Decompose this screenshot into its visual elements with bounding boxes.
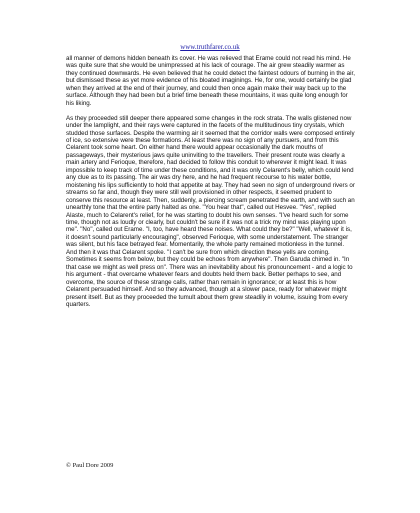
paragraph: As they proceeded still deeper there appeared some changes in the rock strata. The walls glistened now under the lamplight, and their rays were captured in the facets of the multitudinous tiny crystals, which studded those surfaces. Despite the warming air it seemed that the corridor walls were composed entirely of ice, so extensive were these formations. At least there was no sign of any pursuers, and from this Celarent took some heart. On either hand there would appear occasionally the dark mouths of passageways, their mysterious jaws quite uninviting to the travellers. Their present route was clearly a main artery and Ferioque, therefore, had decided to follow this conduit to wherever it might lead. It was impossible to keep track of time under these conditions, and it was only Celarent's belly, which could lend any clue as to its passing. The air was dry here, and he had frequent recourse to his water bottle, moistening his lips sufficiently to hold that appetite at bay. They had seen no sign of underground rivers or streams so far and, though they were still well provisioned in other respects, it seemed prudent to conserve this resource at least. Then, suddenly, a piercing scream penetrated the earth, and with such an unearthly tone that the entire party halted as one. "You hear that", called out Hesvee. "Yes", replied Alaste, much to Celarent's relief, for he was starting to doubt his own senses. "I've heard such for some time, though not as loudly or clearly, but couldn't be sure if it was not a trick my mind was playing upon me". "No", called out Erame. "I, too, have heard these noises. What could they be?" "Well, whatever it is, it doesn't sound particularly encouraging", observed Ferioque, with some understatement. The stranger was silent, but his face betrayed fear. Momentarily, the whole party remained motionless in the tunnel. And then it was that Celarent spoke. "I can't be sure from which direction these yells are coming. Sometimes it seems from below, but they could be echoes from anywhere". Then Garuda chimed in. "In that case we might as well press on". There was an inevitability about his pronouncement - and a logic to his argument - that overcame whatever fears and doubts held them back. Better perhaps to see, and overcome, the source of these strange calls, rather than remain in ignorance; or at least this is how Celarent persuaded himself. And so they advanced, though at a slower pace, ready for whatever might present itself. But as they proceeded the tumult about them grew steadily in volume, issuing from every quarters. [66, 114, 355, 308]
paragraph: all manner of demons hidden beneath its cover. He was relieved that Erame could not read his mind. He was quite sure that she would be unimpressed at his lack of courage. The air grew steadily warmer as they continued downwards. He even believed that he could detect the faintest odours of burning in the air, but dismissed these as yet more evidence of his bloated imaginings. He, for one, would certainly be glad when they arrived at the end of their journey, and could then once again make their way back up to the surface. Although they had been but a brief time beneath these mountains, it was quite long enough for his liking. [66, 55, 355, 107]
website-link[interactable]: www.truthfarer.co.uk [180, 43, 240, 51]
copyright-footer: © Paul Dore 2009 [66, 462, 114, 469]
body-text [66, 55, 356, 308]
